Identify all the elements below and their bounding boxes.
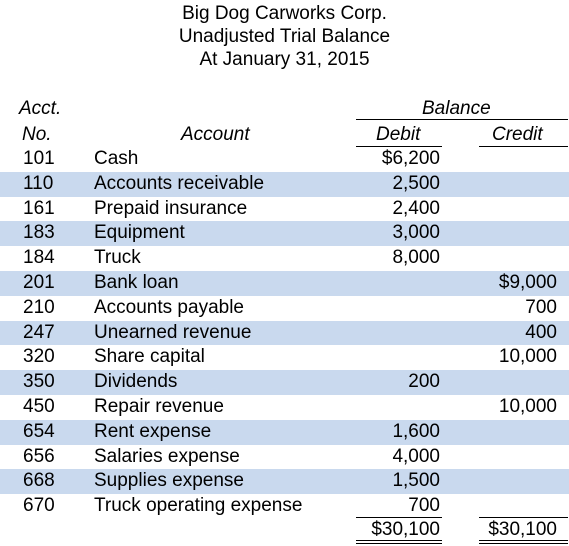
account-name: Share capital	[94, 346, 205, 368]
table-row	[0, 370, 569, 395]
account-name: Accounts payable	[94, 296, 244, 318]
trial-balance-rows	[0, 147, 569, 519]
balance-header: Balance	[422, 98, 491, 119]
table-row	[0, 197, 569, 222]
company-name: Big Dog Carworks Corp.	[182, 3, 387, 24]
acct-number: 183	[23, 222, 55, 244]
debit-amount: 4,000	[392, 445, 440, 467]
table-row	[0, 296, 569, 321]
table-row	[0, 221, 569, 246]
acct-number: 210	[23, 296, 55, 318]
account-name: Accounts receivable	[94, 172, 265, 194]
acct-header-top: Acct.	[19, 98, 62, 119]
acct-number: 247	[23, 321, 55, 343]
account-name: Salaries expense	[94, 445, 240, 467]
acct-number: 654	[23, 420, 55, 442]
account-name: Rent expense	[94, 420, 212, 442]
table-row	[0, 172, 569, 197]
debit-amount: 700	[408, 495, 440, 517]
account-name: Truck operating expense	[94, 495, 303, 517]
account-name: Dividends	[94, 371, 178, 393]
acct-number: 670	[23, 495, 55, 517]
table-row	[0, 321, 569, 346]
credit-amount: 700	[525, 296, 557, 318]
acct-number: 320	[23, 346, 55, 368]
table-row	[0, 147, 569, 172]
credit-double-underline	[479, 540, 568, 544]
account-name: Equipment	[94, 222, 185, 244]
credit-total: $30,100	[488, 519, 557, 540]
acct-number: 656	[23, 445, 55, 467]
credit-header: Credit	[492, 124, 543, 145]
table-row	[0, 420, 569, 445]
account-header: Account	[181, 124, 250, 145]
account-name: Prepaid insurance	[94, 197, 248, 219]
table-row	[0, 469, 569, 494]
debit-amount: 2,400	[392, 197, 440, 219]
debit-total: $30,100	[371, 519, 440, 540]
account-name: Bank loan	[94, 271, 179, 293]
debit-amount: 1,500	[392, 470, 440, 492]
table-row	[0, 271, 569, 296]
credit-amount: 10,000	[498, 346, 557, 368]
debit-amount: 8,000	[392, 247, 440, 269]
account-name: Unearned revenue	[94, 321, 252, 343]
account-name: Supplies expense	[94, 470, 244, 492]
acct-number: 450	[23, 395, 55, 417]
debit-amount: 1,600	[392, 420, 440, 442]
acct-no-header: No.	[22, 124, 52, 145]
acct-number: 668	[23, 470, 55, 492]
acct-number: 350	[23, 371, 55, 393]
acct-number: 101	[23, 148, 55, 169]
report-title	[0, 2, 569, 71]
debit-amount: 3,000	[392, 222, 440, 244]
account-name: Cash	[94, 148, 139, 169]
table-row	[0, 246, 569, 271]
debit-amount: 200	[408, 371, 440, 393]
acct-number: 201	[23, 271, 55, 293]
acct-number: 161	[23, 197, 55, 219]
debit-double-underline	[356, 540, 442, 544]
credit-amount: 400	[525, 321, 557, 343]
acct-number: 110	[23, 172, 54, 194]
table-row	[0, 395, 569, 420]
debit-header: Debit	[376, 124, 421, 145]
report-name: Unadjusted Trial Balance	[178, 26, 391, 47]
debit-amount: 2,500	[392, 172, 440, 194]
account-name: Truck	[94, 247, 141, 269]
account-name: Repair revenue	[94, 395, 224, 417]
report-date: At January 31, 2015	[199, 49, 370, 70]
table-row	[0, 494, 569, 519]
acct-number: 184	[23, 247, 55, 269]
table-row	[0, 345, 569, 370]
credit-amount: 10,000	[498, 395, 557, 417]
balance-underline	[356, 119, 568, 120]
debit-amount: $6,200	[381, 148, 440, 169]
credit-amount: $9,000	[498, 271, 557, 293]
table-row	[0, 445, 569, 470]
